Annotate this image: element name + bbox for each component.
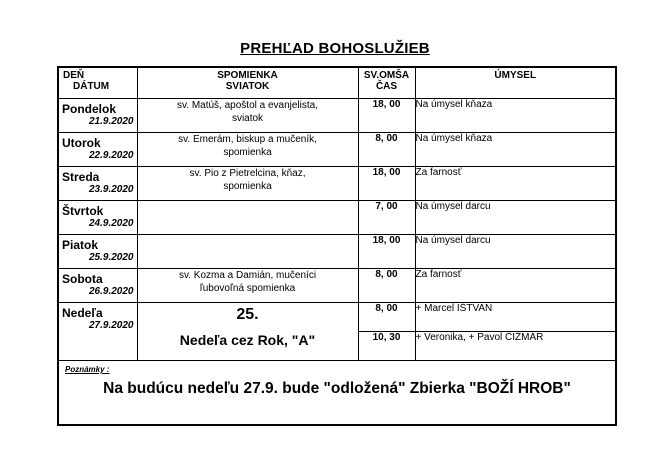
table-row	[58, 167, 616, 201]
header-day-label: DEŇ	[63, 70, 85, 81]
notes-cell	[58, 361, 616, 426]
day-date: 23.9.2020	[89, 184, 134, 195]
time-cell: 7, 00	[358, 201, 415, 235]
notes-text: Na budúcu nedeľu 27.9. bude "odložená" Zbierka "BOŽÍ HROB"	[103, 380, 571, 397]
table-row	[58, 99, 616, 133]
intent-cell: Na úmysel darcu	[415, 201, 616, 235]
time-cell: 18, 00	[358, 235, 415, 269]
feast-cell	[137, 133, 358, 167]
intent-cell: Na úmysel kňaza	[415, 99, 616, 133]
intent-cell: Na úmysel darcu	[415, 235, 616, 269]
header-time-label1: SV.OMŠA	[363, 70, 410, 81]
feast-line2: spomienka	[223, 181, 272, 192]
day-date: 25.9.2020	[89, 252, 134, 263]
day-name: Štvrtok	[62, 204, 104, 218]
day-name: Streda	[62, 170, 100, 184]
feast-cell	[137, 99, 358, 133]
header-intent-label: ÚMYSEL	[494, 70, 537, 81]
sunday-number: 25.	[236, 306, 259, 323]
feast-line1: sv. Matúš, apoštol a evanjelista,	[177, 100, 318, 111]
day-date: 26.9.2020	[89, 286, 134, 297]
time-cell: 18, 00	[358, 99, 415, 133]
day-cell	[58, 303, 137, 361]
day-cell	[58, 99, 137, 133]
page-title: PREHĽAD BOHOSLUŽIEB	[240, 40, 430, 57]
feast-line1: sv. Pio z Pietrelcina, kňaz,	[189, 168, 306, 179]
feast-cell	[137, 235, 358, 269]
day-date: 27.9.2020	[89, 320, 134, 331]
day-name: Sobota	[62, 272, 103, 286]
time-cell: 8, 00	[358, 269, 415, 303]
day-cell	[58, 133, 137, 167]
intent-cell: Na úmysel kňaza	[415, 133, 616, 167]
feast-line2: spomienka	[223, 147, 272, 158]
table-row	[58, 201, 616, 235]
time-cell: 18, 00	[358, 167, 415, 201]
header-feast-label2: SVIATOK	[225, 81, 270, 92]
sunday-name: Nedeľa cez Rok, "A"	[179, 332, 316, 348]
day-name: Utorok	[62, 136, 101, 150]
feast-line2: sviatok	[231, 113, 264, 124]
sunday-feast-cell	[137, 303, 358, 361]
day-date: 21.9.2020	[89, 116, 134, 127]
intent-cell: Za farnosť	[415, 167, 616, 201]
feast-line1: sv. Emerám, biskup a mučeník,	[178, 134, 317, 145]
table-row	[58, 235, 616, 269]
header-intent	[415, 67, 616, 99]
day-cell	[58, 167, 137, 201]
notes-label: Poznámky :	[65, 365, 110, 374]
header-time-label2: ČAS	[375, 81, 398, 92]
day-name: Nedeľa	[62, 306, 103, 320]
schedule-table	[57, 66, 617, 426]
day-cell	[58, 269, 137, 303]
header-row	[58, 67, 616, 99]
time-cell: 10, 30	[358, 332, 415, 361]
table-row	[58, 133, 616, 167]
header-time	[358, 67, 415, 99]
header-feast-label1: SPOMIENKA	[217, 70, 278, 81]
header-day	[58, 67, 137, 99]
intent-cell: Za farnosť	[415, 269, 616, 303]
table-row	[58, 269, 616, 303]
feast-line1: sv. Kozma a Damián, mučeníci	[178, 270, 317, 281]
time-cell: 8, 00	[358, 303, 415, 332]
notes-row	[58, 361, 616, 426]
feast-cell	[137, 201, 358, 235]
feast-cell	[137, 269, 358, 303]
sunday-row	[58, 303, 616, 332]
feast-cell	[137, 167, 358, 201]
day-name: Piatok	[62, 238, 99, 252]
intent-cell: + Marcel IŠTVAN	[415, 303, 616, 332]
day-cell	[58, 201, 137, 235]
feast-line2: ľubovoľná spomienka	[199, 283, 296, 294]
day-cell	[58, 235, 137, 269]
intent-cell: + Veronika, + Pavol ČIŽMÁR	[415, 332, 616, 361]
day-date: 22.9.2020	[89, 150, 134, 161]
header-feast	[137, 67, 358, 99]
header-date-label: DÁTUM	[73, 81, 110, 92]
day-name: Pondelok	[62, 102, 117, 116]
time-cell: 8, 00	[358, 133, 415, 167]
day-date: 24.9.2020	[89, 218, 134, 229]
